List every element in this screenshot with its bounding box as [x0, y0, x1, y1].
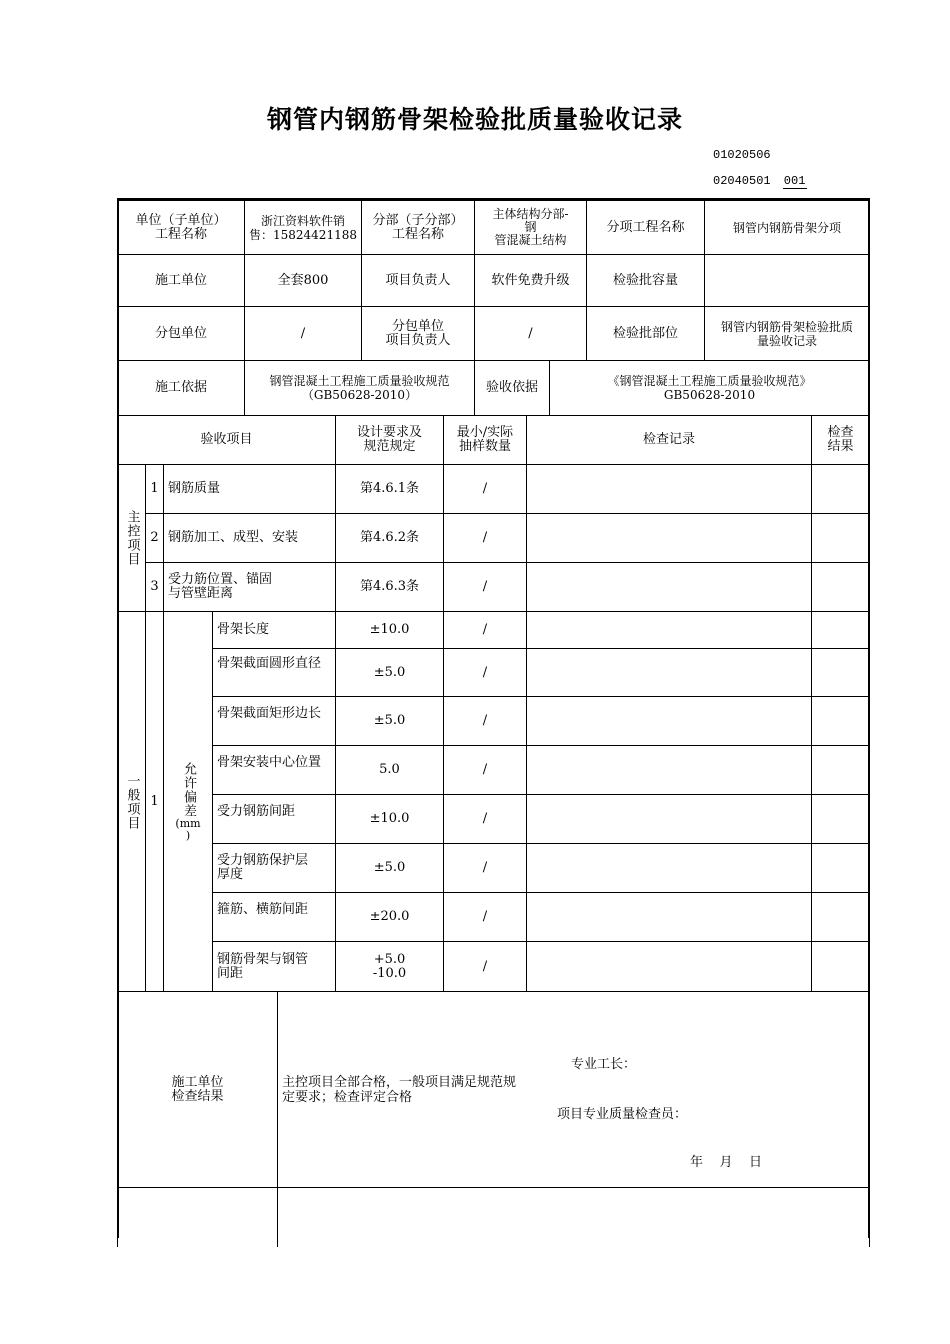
general-item-result[interactable] [811, 745, 870, 795]
main-item-sample: / [443, 513, 527, 563]
general-item-record[interactable] [526, 745, 812, 795]
general-item-sample: / [443, 648, 527, 697]
part-value: 钢管内钢筋骨架检验批质 量验收记录 [704, 306, 870, 361]
capacity-value [704, 254, 870, 307]
main-item-sample: / [443, 464, 527, 514]
general-item-name: 箍筋、横筋间距 [212, 892, 336, 942]
page-title: 钢管内钢筋骨架检验批质量验收记录 [266, 105, 683, 134]
subcontractor-label: 分包单位 [117, 306, 245, 361]
general-item-result[interactable] [811, 648, 870, 697]
general-item-record[interactable] [526, 611, 812, 649]
form-code-2-value: 02040501 [713, 174, 771, 188]
main-item-record[interactable] [526, 513, 812, 563]
general-item-sample: / [443, 745, 527, 795]
general-item-sample: / [443, 843, 527, 893]
col-item: 验收项目 [117, 415, 336, 465]
general-item-req: 5.0 [335, 745, 444, 795]
col-design: 设计要求及 规范规定 [335, 415, 444, 465]
main-item-name: 钢筋加工、成型、安装 [163, 513, 336, 563]
tolerance-unit: (mm ) [175, 816, 201, 842]
general-item-name: 钢筋骨架与钢管 间距 [212, 941, 336, 992]
general-item-sample: / [443, 611, 527, 649]
general-item-req: ±5.0 [335, 696, 444, 746]
general-item-record[interactable] [526, 941, 812, 992]
main-item-req: 第4.6.3条 [335, 562, 444, 612]
col-sample: 最小/实际 抽样数量 [443, 415, 527, 465]
general-item-sample: / [443, 696, 527, 746]
main-item-req: 第4.6.1条 [335, 464, 444, 514]
general-item-name: 受力钢筋间距 [212, 794, 336, 844]
sub-manager-value: / [474, 306, 587, 361]
general-item-name: 骨架截面圆形直径 [212, 648, 336, 697]
general-item-sample: / [443, 941, 527, 992]
main-item-req: 第4.6.2条 [335, 513, 444, 563]
main-item-record[interactable] [526, 562, 812, 612]
main-item-no: 3 [145, 562, 164, 612]
main-control-label [117, 464, 146, 612]
main-item-no: 2 [145, 513, 164, 563]
main-item-record[interactable] [526, 464, 812, 514]
form-code-1: 01020506 [713, 148, 771, 162]
general-item-name: 骨架安装中心位置 [212, 745, 336, 795]
main-item-name: 受力筋位置、锚固 与管壁距离 [163, 562, 336, 612]
accept-label: 验收依据 [474, 360, 550, 416]
main-item-name: 钢筋质量 [163, 464, 336, 514]
general-item-result[interactable] [811, 794, 870, 844]
unit-value: 浙江资料软件销 售：15824421188 [244, 200, 362, 255]
part-label: 检验批部位 [586, 306, 705, 361]
general-item-result[interactable] [811, 941, 870, 992]
subcontractor-value: / [244, 306, 362, 361]
col-record: 检查记录 [526, 415, 812, 465]
tolerance-text: 允许偏差 [181, 761, 196, 818]
general-item-req: +5.0 -10.0 [335, 941, 444, 992]
basis-value: 钢管混凝土工程施工质量验收规范 （GB50628-2010） [244, 360, 475, 416]
division-value: 主体结构分部- 钢 管混凝土结构 [474, 200, 587, 255]
general-no: 1 [145, 611, 164, 992]
basis-label: 施工依据 [117, 360, 245, 416]
general-item-name: 受力钢筋保护层 厚度 [212, 843, 336, 893]
accept-value: 《钢管混凝土工程施工质量验收规范》 GB50628-2010 [549, 360, 870, 416]
general-item-result[interactable] [811, 696, 870, 746]
inspector-label: 项目专业质量检查员： [557, 1107, 688, 1122]
general-item-result[interactable] [811, 611, 870, 649]
unit-label: 单位（子单位） 工程名称 [117, 200, 245, 255]
general-item-sample: / [443, 892, 527, 942]
general-item-req: ±5.0 [335, 648, 444, 697]
general-text: 一般项目 [124, 773, 140, 830]
general-item-record[interactable] [526, 892, 812, 942]
general-item-result[interactable] [811, 843, 870, 893]
result-label: 施工单位 检查结果 [117, 991, 278, 1188]
general-item-record[interactable] [526, 648, 812, 697]
date-label: 年 月 日 [690, 1155, 763, 1170]
main-control-text: 主控项目 [124, 510, 140, 566]
subitem-value: 钢管内钢筋骨架分项 [704, 200, 870, 255]
subitem-label: 分项工程名称 [586, 200, 705, 255]
main-item-result[interactable] [811, 464, 870, 514]
result-text: 主控项目全部合格，一般项目满足规范规 定要求；检查评定合格 [282, 1075, 517, 1105]
contractor-label: 施工单位 [117, 254, 245, 307]
sub-manager-label: 分包单位 项目负责人 [361, 306, 475, 361]
general-item-req: ±20.0 [335, 892, 444, 942]
main-item-result[interactable] [811, 513, 870, 563]
form-code-2 [713, 174, 807, 189]
main-item-sample: / [443, 562, 527, 612]
contractor-value: 全套800 [244, 254, 362, 307]
general-label [117, 611, 146, 992]
manager-label: 项目负责人 [361, 254, 475, 307]
manager-value: 软件免费升级 [474, 254, 587, 307]
main-item-no: 1 [145, 464, 164, 514]
general-item-sample: / [443, 794, 527, 844]
tolerance-label [163, 611, 213, 992]
general-item-name: 骨架截面矩形边长 [212, 696, 336, 746]
general-item-record[interactable] [526, 794, 812, 844]
supervision-box [277, 1187, 870, 1247]
sequence-number: 001 [783, 174, 806, 188]
foreman-label: 专业工长： [571, 1057, 637, 1072]
capacity-label: 检验批容量 [586, 254, 705, 307]
main-item-result[interactable] [811, 562, 870, 612]
general-item-req: ±5.0 [335, 843, 444, 893]
general-item-name: 骨架长度 [212, 611, 336, 649]
general-item-req: ±10.0 [335, 611, 444, 649]
division-label: 分部（子分部） 工程名称 [361, 200, 475, 255]
general-item-req: ±10.0 [335, 794, 444, 844]
supervision-label [117, 1187, 278, 1247]
col-result: 检查 结果 [811, 415, 870, 465]
general-item-result[interactable] [811, 892, 870, 942]
general-item-record[interactable] [526, 843, 812, 893]
general-item-record[interactable] [526, 696, 812, 746]
